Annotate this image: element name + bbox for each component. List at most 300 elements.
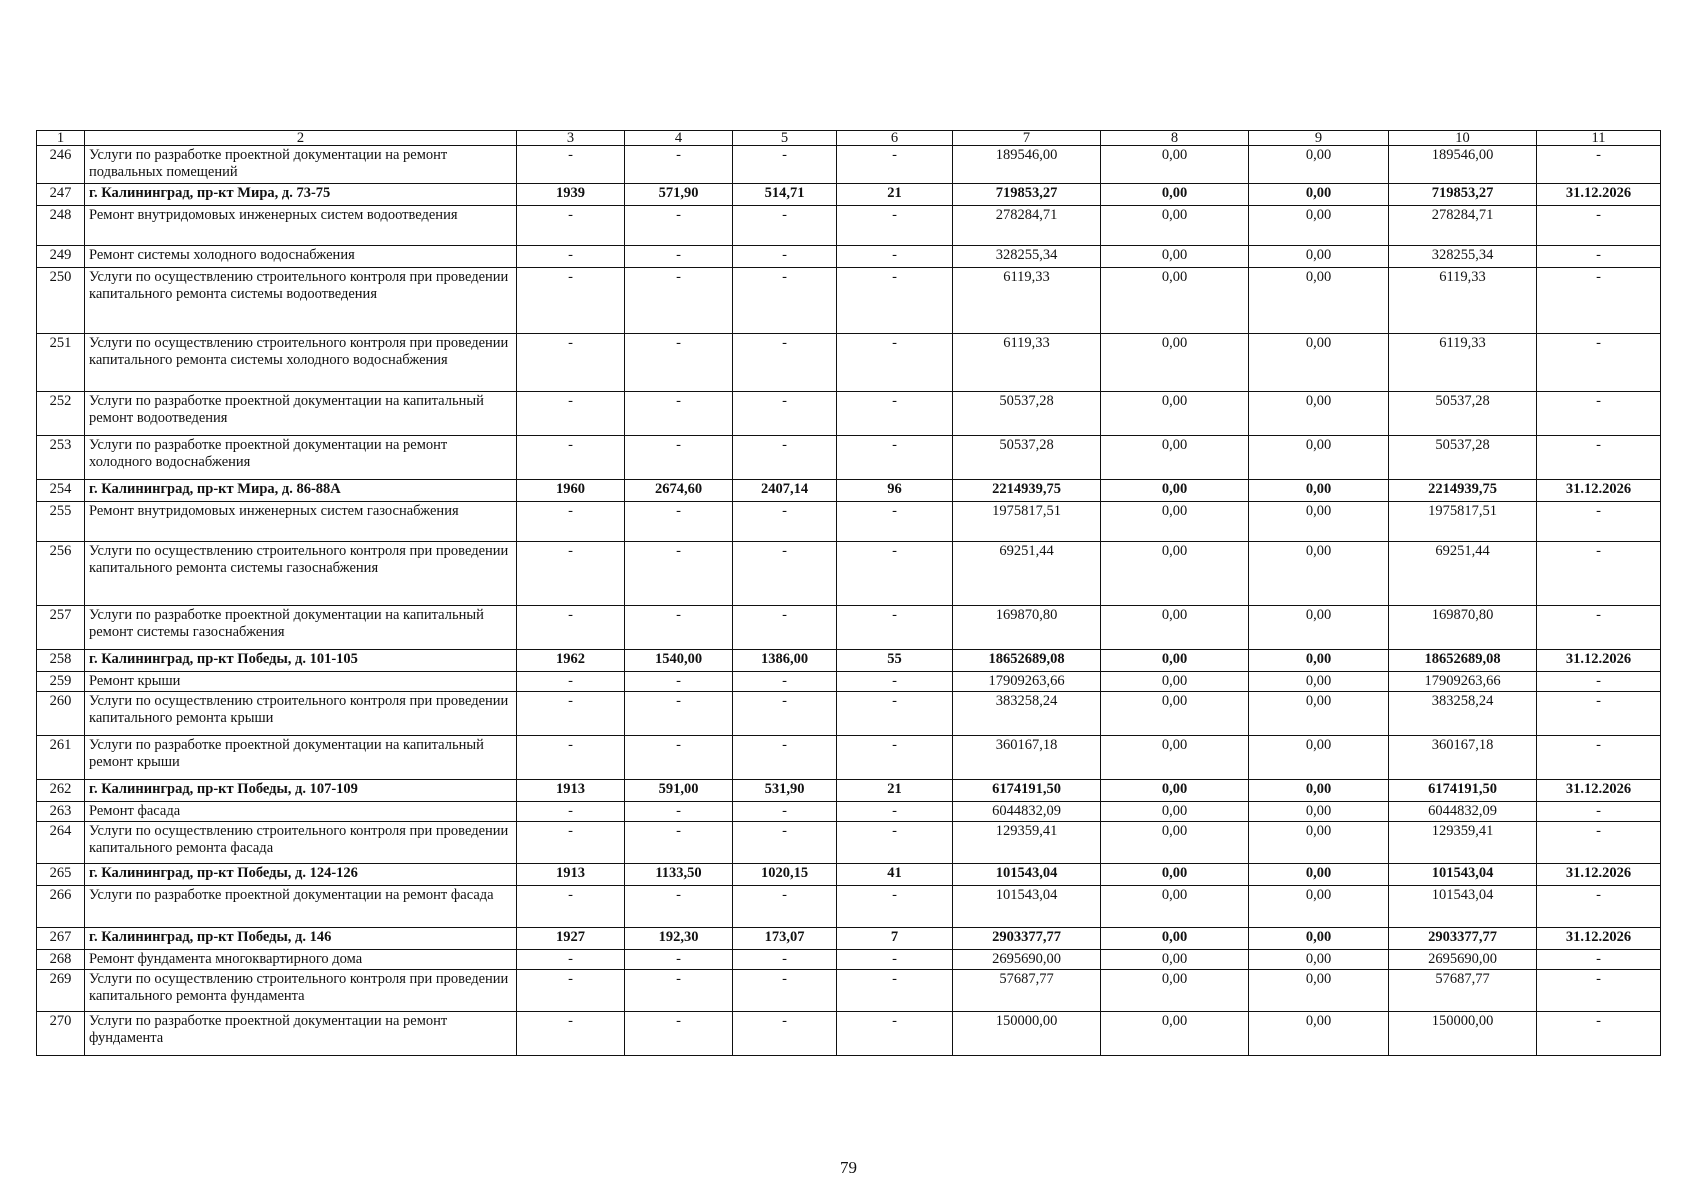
cell-col-6: - <box>837 246 953 268</box>
cell-col-8: 0,00 <box>1101 542 1249 606</box>
cell-col-11: - <box>1537 246 1661 268</box>
cell-col-7: 360167,18 <box>953 736 1101 780</box>
cell-col-10: 57687,77 <box>1389 970 1537 1012</box>
column-header-2: 2 <box>85 131 517 146</box>
cell-col-5: - <box>733 392 837 436</box>
cell-col-9: 0,00 <box>1249 780 1389 802</box>
cell-col-8: 0,00 <box>1101 184 1249 206</box>
cell-col-9: 0,00 <box>1249 246 1389 268</box>
cell-col-7: 6174191,50 <box>953 780 1101 802</box>
cell-col-10: 129359,41 <box>1389 822 1537 864</box>
cell-col-10: 2214939,75 <box>1389 480 1537 502</box>
cell-col-6: - <box>837 502 953 542</box>
cell-col-7: 1975817,51 <box>953 502 1101 542</box>
cell-col-3: - <box>517 886 625 928</box>
cell-col-3: - <box>517 672 625 692</box>
cell-col-7: 169870,80 <box>953 606 1101 650</box>
cell-col-7: 2695690,00 <box>953 950 1101 970</box>
cell-col-4: - <box>625 672 733 692</box>
cell-col-5: - <box>733 1012 837 1056</box>
address-row <box>37 480 1661 502</box>
cell-col-2: г. Калининград, пр-кт Победы, д. 124-126 <box>85 864 517 886</box>
cell-col-6: - <box>837 950 953 970</box>
cell-col-11: - <box>1537 606 1661 650</box>
cell-col-2: г. Калининград, пр-кт Мира, д. 86-88А <box>85 480 517 502</box>
cell-col-10: 2903377,77 <box>1389 928 1537 950</box>
table-row <box>37 206 1661 246</box>
cell-col-9: 0,00 <box>1249 864 1389 886</box>
cell-col-1: 265 <box>37 864 85 886</box>
cell-col-11: - <box>1537 822 1661 864</box>
cell-col-11: 31.12.2026 <box>1537 928 1661 950</box>
cell-col-8: 0,00 <box>1101 480 1249 502</box>
cell-col-2: Услуги по разработке проектной документации на ремонт подвальных помещений <box>85 146 517 184</box>
cell-col-6: - <box>837 822 953 864</box>
cell-col-5: 531,90 <box>733 780 837 802</box>
cell-col-2: Ремонт крыши <box>85 672 517 692</box>
cell-col-1: 257 <box>37 606 85 650</box>
cell-col-9: 0,00 <box>1249 822 1389 864</box>
cell-col-2: г. Калининград, пр-кт Победы, д. 101-105 <box>85 650 517 672</box>
cell-col-5: - <box>733 822 837 864</box>
cell-col-5: - <box>733 736 837 780</box>
cell-col-11: - <box>1537 672 1661 692</box>
cell-col-11: 31.12.2026 <box>1537 864 1661 886</box>
cell-col-6: - <box>837 886 953 928</box>
cell-col-10: 17909263,66 <box>1389 672 1537 692</box>
cell-col-8: 0,00 <box>1101 268 1249 334</box>
cell-col-3: 1927 <box>517 928 625 950</box>
cell-col-8: 0,00 <box>1101 970 1249 1012</box>
cell-col-9: 0,00 <box>1249 672 1389 692</box>
cell-col-1: 259 <box>37 672 85 692</box>
column-header-4: 4 <box>625 131 733 146</box>
cell-col-8: 0,00 <box>1101 864 1249 886</box>
cell-col-8: 0,00 <box>1101 928 1249 950</box>
cell-col-6: - <box>837 692 953 736</box>
cell-col-6: 21 <box>837 780 953 802</box>
cell-col-4: - <box>625 886 733 928</box>
cell-col-3: - <box>517 970 625 1012</box>
cell-col-6: - <box>837 970 953 1012</box>
cell-col-11: - <box>1537 736 1661 780</box>
cell-col-9: 0,00 <box>1249 184 1389 206</box>
cell-col-9: 0,00 <box>1249 970 1389 1012</box>
cell-col-7: 6119,33 <box>953 268 1101 334</box>
cell-col-9: 0,00 <box>1249 692 1389 736</box>
cell-col-7: 57687,77 <box>953 970 1101 1012</box>
cell-col-7: 101543,04 <box>953 886 1101 928</box>
cell-col-6: - <box>837 146 953 184</box>
address-row <box>37 928 1661 950</box>
cell-col-6: - <box>837 206 953 246</box>
cell-col-3: - <box>517 392 625 436</box>
cell-col-8: 0,00 <box>1101 672 1249 692</box>
column-header-5: 5 <box>733 131 837 146</box>
column-number-row <box>37 131 1661 146</box>
cell-col-8: 0,00 <box>1101 606 1249 650</box>
cell-col-3: - <box>517 334 625 392</box>
cell-col-8: 0,00 <box>1101 502 1249 542</box>
cell-col-5: 173,07 <box>733 928 837 950</box>
cell-col-7: 17909263,66 <box>953 672 1101 692</box>
cell-col-8: 0,00 <box>1101 650 1249 672</box>
cell-col-4: - <box>625 436 733 480</box>
cell-col-2: Услуги по разработке проектной документации на капитальный ремонт системы газоснабжения <box>85 606 517 650</box>
cell-col-6: - <box>837 736 953 780</box>
column-header-8: 8 <box>1101 131 1249 146</box>
table-row <box>37 606 1661 650</box>
cell-col-1: 260 <box>37 692 85 736</box>
cell-col-9: 0,00 <box>1249 950 1389 970</box>
capital-repair-table <box>36 130 1661 1056</box>
cell-col-2: Услуги по осуществлению строительного контроля при проведении капитального ремонта системы водоотведения <box>85 268 517 334</box>
cell-col-11: - <box>1537 542 1661 606</box>
cell-col-3: - <box>517 146 625 184</box>
cell-col-2: Ремонт внутридомовых инженерных систем газоснабжения <box>85 502 517 542</box>
cell-col-6: - <box>837 672 953 692</box>
table-row <box>37 886 1661 928</box>
table-row <box>37 436 1661 480</box>
cell-col-1: 261 <box>37 736 85 780</box>
cell-col-10: 189546,00 <box>1389 146 1537 184</box>
cell-col-9: 0,00 <box>1249 802 1389 822</box>
table-row <box>37 822 1661 864</box>
cell-col-10: 360167,18 <box>1389 736 1537 780</box>
cell-col-11: - <box>1537 146 1661 184</box>
cell-col-9: 0,00 <box>1249 146 1389 184</box>
cell-col-3: - <box>517 822 625 864</box>
cell-col-9: 0,00 <box>1249 392 1389 436</box>
cell-col-10: 50537,28 <box>1389 436 1537 480</box>
cell-col-9: 0,00 <box>1249 502 1389 542</box>
table-row <box>37 392 1661 436</box>
cell-col-3: 1960 <box>517 480 625 502</box>
cell-col-8: 0,00 <box>1101 1012 1249 1056</box>
cell-col-6: - <box>837 542 953 606</box>
cell-col-7: 18652689,08 <box>953 650 1101 672</box>
cell-col-4: - <box>625 334 733 392</box>
cell-col-9: 0,00 <box>1249 436 1389 480</box>
cell-col-8: 0,00 <box>1101 692 1249 736</box>
cell-col-11: 31.12.2026 <box>1537 184 1661 206</box>
cell-col-7: 719853,27 <box>953 184 1101 206</box>
cell-col-6: - <box>837 392 953 436</box>
cell-col-10: 101543,04 <box>1389 886 1537 928</box>
cell-col-10: 2695690,00 <box>1389 950 1537 970</box>
cell-col-4: 571,90 <box>625 184 733 206</box>
cell-col-4: - <box>625 822 733 864</box>
cell-col-6: - <box>837 436 953 480</box>
cell-col-7: 328255,34 <box>953 246 1101 268</box>
cell-col-7: 383258,24 <box>953 692 1101 736</box>
cell-col-9: 0,00 <box>1249 206 1389 246</box>
cell-col-5: - <box>733 606 837 650</box>
cell-col-10: 150000,00 <box>1389 1012 1537 1056</box>
cell-col-6: 55 <box>837 650 953 672</box>
cell-col-6: - <box>837 334 953 392</box>
address-row <box>37 650 1661 672</box>
column-header-6: 6 <box>837 131 953 146</box>
cell-col-6: 21 <box>837 184 953 206</box>
table-row <box>37 950 1661 970</box>
cell-col-4: 591,00 <box>625 780 733 802</box>
address-row <box>37 864 1661 886</box>
cell-col-1: 262 <box>37 780 85 802</box>
cell-col-3: 1962 <box>517 650 625 672</box>
table-row <box>37 692 1661 736</box>
cell-col-9: 0,00 <box>1249 650 1389 672</box>
cell-col-1: 251 <box>37 334 85 392</box>
cell-col-10: 18652689,08 <box>1389 650 1537 672</box>
cell-col-5: - <box>733 502 837 542</box>
cell-col-9: 0,00 <box>1249 886 1389 928</box>
cell-col-5: - <box>733 692 837 736</box>
cell-col-2: Ремонт фундамента многоквартирного дома <box>85 950 517 970</box>
cell-col-2: Услуги по осуществлению строительного контроля при проведении капитального ремонта фасада <box>85 822 517 864</box>
cell-col-7: 6119,33 <box>953 334 1101 392</box>
cell-col-4: - <box>625 502 733 542</box>
cell-col-2: Услуги по осуществлению строительного контроля при проведении капитального ремонта системы холодного водоснабжения <box>85 334 517 392</box>
cell-col-11: - <box>1537 970 1661 1012</box>
cell-col-5: - <box>733 802 837 822</box>
cell-col-5: 1386,00 <box>733 650 837 672</box>
cell-col-1: 258 <box>37 650 85 672</box>
cell-col-6: - <box>837 268 953 334</box>
cell-col-2: г. Калининград, пр-кт Победы, д. 107-109 <box>85 780 517 802</box>
cell-col-2: Ремонт фасада <box>85 802 517 822</box>
cell-col-1: 249 <box>37 246 85 268</box>
cell-col-8: 0,00 <box>1101 822 1249 864</box>
column-header-10: 10 <box>1389 131 1537 146</box>
cell-col-9: 0,00 <box>1249 1012 1389 1056</box>
cell-col-8: 0,00 <box>1101 334 1249 392</box>
cell-col-8: 0,00 <box>1101 950 1249 970</box>
cell-col-7: 2214939,75 <box>953 480 1101 502</box>
cell-col-10: 278284,71 <box>1389 206 1537 246</box>
cell-col-11: - <box>1537 334 1661 392</box>
cell-col-3: - <box>517 606 625 650</box>
cell-col-5: - <box>733 542 837 606</box>
cell-col-4: - <box>625 692 733 736</box>
cell-col-4: 192,30 <box>625 928 733 950</box>
address-row <box>37 184 1661 206</box>
cell-col-4: - <box>625 268 733 334</box>
cell-col-1: 266 <box>37 886 85 928</box>
table-row <box>37 502 1661 542</box>
cell-col-9: 0,00 <box>1249 606 1389 650</box>
cell-col-9: 0,00 <box>1249 480 1389 502</box>
cell-col-1: 246 <box>37 146 85 184</box>
cell-col-4: - <box>625 246 733 268</box>
cell-col-11: 31.12.2026 <box>1537 650 1661 672</box>
cell-col-1: 268 <box>37 950 85 970</box>
table-row <box>37 146 1661 184</box>
cell-col-11: - <box>1537 436 1661 480</box>
cell-col-3: - <box>517 1012 625 1056</box>
cell-col-1: 267 <box>37 928 85 950</box>
cell-col-3: - <box>517 692 625 736</box>
cell-col-8: 0,00 <box>1101 780 1249 802</box>
cell-col-5: - <box>733 436 837 480</box>
table-row <box>37 334 1661 392</box>
cell-col-4: - <box>625 542 733 606</box>
cell-col-2: Ремонт внутридомовых инженерных систем водоотведения <box>85 206 517 246</box>
cell-col-9: 0,00 <box>1249 542 1389 606</box>
cell-col-5: - <box>733 886 837 928</box>
cell-col-7: 50537,28 <box>953 392 1101 436</box>
table-row <box>37 970 1661 1012</box>
cell-col-4: - <box>625 206 733 246</box>
cell-col-2: Услуги по осуществлению строительного контроля при проведении капитального ремонта системы газоснабжения <box>85 542 517 606</box>
cell-col-11: - <box>1537 692 1661 736</box>
cell-col-10: 169870,80 <box>1389 606 1537 650</box>
cell-col-8: 0,00 <box>1101 392 1249 436</box>
address-row <box>37 780 1661 802</box>
cell-col-4: 2674,60 <box>625 480 733 502</box>
cell-col-10: 6119,33 <box>1389 334 1537 392</box>
cell-col-5: - <box>733 146 837 184</box>
cell-col-7: 2903377,77 <box>953 928 1101 950</box>
column-header-11: 11 <box>1537 131 1661 146</box>
column-header-1: 1 <box>37 131 85 146</box>
cell-col-3: - <box>517 802 625 822</box>
cell-col-5: - <box>733 268 837 334</box>
cell-col-1: 270 <box>37 1012 85 1056</box>
table-row <box>37 802 1661 822</box>
cell-col-1: 256 <box>37 542 85 606</box>
cell-col-4: - <box>625 146 733 184</box>
cell-col-7: 50537,28 <box>953 436 1101 480</box>
cell-col-7: 69251,44 <box>953 542 1101 606</box>
cell-col-10: 383258,24 <box>1389 692 1537 736</box>
cell-col-11: - <box>1537 802 1661 822</box>
cell-col-8: 0,00 <box>1101 802 1249 822</box>
cell-col-3: 1913 <box>517 864 625 886</box>
cell-col-7: 101543,04 <box>953 864 1101 886</box>
cell-col-4: 1540,00 <box>625 650 733 672</box>
cell-col-10: 719853,27 <box>1389 184 1537 206</box>
cell-col-2: Услуги по разработке проектной документации на ремонт фасада <box>85 886 517 928</box>
cell-col-9: 0,00 <box>1249 268 1389 334</box>
cell-col-10: 69251,44 <box>1389 542 1537 606</box>
cell-col-9: 0,00 <box>1249 334 1389 392</box>
table-row <box>37 1012 1661 1056</box>
cell-col-2: г. Калининград, пр-кт Победы, д. 146 <box>85 928 517 950</box>
cell-col-5: - <box>733 672 837 692</box>
cell-col-5: - <box>733 246 837 268</box>
cell-col-3: - <box>517 736 625 780</box>
cell-col-11: - <box>1537 392 1661 436</box>
cell-col-7: 189546,00 <box>953 146 1101 184</box>
cell-col-3: - <box>517 436 625 480</box>
cell-col-3: - <box>517 502 625 542</box>
cell-col-4: - <box>625 1012 733 1056</box>
table-row <box>37 542 1661 606</box>
cell-col-1: 255 <box>37 502 85 542</box>
cell-col-2: Услуги по осуществлению строительного контроля при проведении капитального ремонта крыши <box>85 692 517 736</box>
cell-col-8: 0,00 <box>1101 206 1249 246</box>
table-row <box>37 268 1661 334</box>
cell-col-11: - <box>1537 886 1661 928</box>
cell-col-10: 50537,28 <box>1389 392 1537 436</box>
cell-col-3: - <box>517 268 625 334</box>
cell-col-6: - <box>837 606 953 650</box>
cell-col-2: Услуги по разработке проектной документации на капитальный ремонт водоотведения <box>85 392 517 436</box>
cell-col-5: 514,71 <box>733 184 837 206</box>
cell-col-2: Услуги по разработке проектной документации на ремонт холодного водоснабжения <box>85 436 517 480</box>
cell-col-8: 0,00 <box>1101 146 1249 184</box>
table-row <box>37 736 1661 780</box>
cell-col-3: 1913 <box>517 780 625 802</box>
cell-col-11: - <box>1537 268 1661 334</box>
cell-col-3: 1939 <box>517 184 625 206</box>
cell-col-6: 41 <box>837 864 953 886</box>
cell-col-10: 101543,04 <box>1389 864 1537 886</box>
cell-col-8: 0,00 <box>1101 886 1249 928</box>
cell-col-7: 129359,41 <box>953 822 1101 864</box>
cell-col-1: 252 <box>37 392 85 436</box>
cell-col-1: 248 <box>37 206 85 246</box>
cell-col-4: - <box>625 392 733 436</box>
column-header-9: 9 <box>1249 131 1389 146</box>
cell-col-5: - <box>733 334 837 392</box>
cell-col-11: - <box>1537 1012 1661 1056</box>
cell-col-11: 31.12.2026 <box>1537 480 1661 502</box>
cell-col-6: 7 <box>837 928 953 950</box>
cell-col-3: - <box>517 950 625 970</box>
cell-col-5: 1020,15 <box>733 864 837 886</box>
cell-col-2: Услуги по осуществлению строительного контроля при проведении капитального ремонта фундамента <box>85 970 517 1012</box>
cell-col-11: 31.12.2026 <box>1537 780 1661 802</box>
cell-col-3: - <box>517 542 625 606</box>
cell-col-5: - <box>733 970 837 1012</box>
cell-col-1: 253 <box>37 436 85 480</box>
cell-col-10: 328255,34 <box>1389 246 1537 268</box>
cell-col-3: - <box>517 206 625 246</box>
cell-col-2: Услуги по разработке проектной документации на капитальный ремонт крыши <box>85 736 517 780</box>
cell-col-7: 150000,00 <box>953 1012 1101 1056</box>
cell-col-11: - <box>1537 206 1661 246</box>
page-number: 79 <box>840 1158 857 1177</box>
table-body <box>37 146 1661 1056</box>
cell-col-10: 6044832,09 <box>1389 802 1537 822</box>
table-row <box>37 246 1661 268</box>
cell-col-8: 0,00 <box>1101 246 1249 268</box>
cell-col-2: Услуги по разработке проектной документации на ремонт фундамента <box>85 1012 517 1056</box>
cell-col-4: - <box>625 736 733 780</box>
cell-col-1: 263 <box>37 802 85 822</box>
cell-col-10: 6119,33 <box>1389 268 1537 334</box>
table-row <box>37 672 1661 692</box>
cell-col-9: 0,00 <box>1249 736 1389 780</box>
cell-col-4: - <box>625 950 733 970</box>
cell-col-7: 278284,71 <box>953 206 1101 246</box>
column-header-3: 3 <box>517 131 625 146</box>
column-header-7: 7 <box>953 131 1101 146</box>
cell-col-4: 1133,50 <box>625 864 733 886</box>
cell-col-6: - <box>837 802 953 822</box>
cell-col-1: 269 <box>37 970 85 1012</box>
cell-col-6: - <box>837 1012 953 1056</box>
cell-col-11: - <box>1537 502 1661 542</box>
cell-col-8: 0,00 <box>1101 736 1249 780</box>
cell-col-4: - <box>625 802 733 822</box>
cell-col-1: 250 <box>37 268 85 334</box>
cell-col-1: 254 <box>37 480 85 502</box>
cell-col-11: - <box>1537 950 1661 970</box>
cell-col-5: - <box>733 950 837 970</box>
